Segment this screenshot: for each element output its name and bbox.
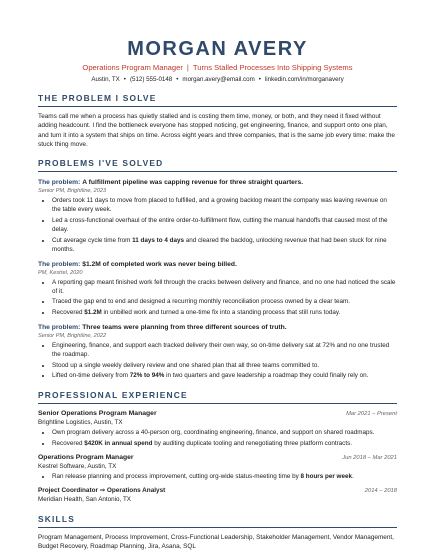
bullet-text: Stood up a single weekly delivery review and one shared plan that all three teams committed to. [52,361,320,369]
job-bullets [38,472,397,481]
section-title-experience: PROFESSIONAL EXPERIENCE [38,390,397,404]
headline: Turns Stalled Processes Into Shipping Systems [192,63,353,72]
job-dates: 2014 – 2018 [364,488,397,495]
problem-statement: $1.2M of completed work was never being billed. [82,260,237,268]
contact-line [38,75,397,84]
bullet-highlight: 11 days to 4 days [132,236,184,244]
problem-block [38,178,397,254]
job-header [38,409,397,419]
contact-separator: • [258,76,261,83]
bullet-item [52,236,397,254]
job-title: Operations Program Manager [82,63,183,72]
bullet-item [52,216,397,234]
candidate-name: MORGAN AVERY [127,38,308,60]
problem-label: The problem: [38,260,81,268]
problems-list [38,178,397,380]
bullet-text-end: in two quarters and gave leadership a roadmap they could finally rely on. [164,372,369,380]
problem-block [38,260,397,317]
bullet-text-end: . [351,473,354,481]
section-title-problem-i-solve: THE PROBLEM I SOLVE [38,93,397,107]
bullet-text: A reporting gap meant finished work fell through the cracks between delivery and finance, and no one had noticed the scale of it. [52,278,396,295]
bullet-text: Lifted on-time delivery from [52,372,130,380]
problem-block [38,323,397,380]
bullet-text: Recovered [52,309,85,317]
contact-separator: • [176,76,179,83]
problem-context: Senior PM, Brightline, 2023 [38,188,107,195]
bullet-item [52,371,397,380]
bullet-text: Traced the gap end to end and designed a recurring monthly reconciliation process owned by a clear team. [52,298,350,306]
bullet-item [52,196,397,214]
skills-list: Program Management, Process Improvement, Cross-Functional Leadership, Stakeholder Management, Vendor Management, Budget Recovery, Roadmap Planning, Jira, Asana, SQL [38,533,394,551]
bullet-item [52,308,397,317]
bullet-text-end: in unbilled work and turned a one-time fix into a standing process that still runs today. [101,309,341,317]
bullet-item [52,439,397,448]
bullet-text: Orders took 11 days to move from placed to fulfilled, and a growing backlog meant the company was leaving revenue on the table every week. [52,197,387,214]
problem-context: Senior PM, Brightline, 2022 [38,333,107,340]
job-header [38,486,397,496]
contact-separator: • [123,76,126,83]
bullet-highlight: $420K in annual spend [84,439,153,447]
bullet-item [52,278,397,296]
bullet-text: Recovered [52,439,85,447]
job-dates: Mar 2021 – Present [346,410,397,417]
job-company: Kestrel Software, Austin, TX [38,462,117,470]
job-entry [38,409,397,448]
job-entry [38,453,397,482]
tagline [38,63,397,73]
experience-list [38,409,397,505]
job-bullets [38,428,397,448]
bullet-item [52,297,397,306]
summary-paragraph: Teams call me when a process has quietly stalled and is costing them time, money, or both, and they need it fixed without adding headcount. I find the bottleneck everyone has stopped noticing, get engineering, finance, and support onto one plan, and turn it into a system that ships on time. Across eight years and three companies, that is the same job every time: make the stuck thing move. [38,113,395,148]
problem-label: The problem: [38,179,81,187]
bullet-text: Cut average cycle time from [52,236,133,244]
job-company: Brightline Logistics, Austin, TX [38,418,123,426]
job-company: Meridian Health, San Antonio, TX [38,496,131,504]
job-header [38,453,397,463]
problem-label: The problem: [38,324,81,332]
bullet-text: Engineering, finance, and support each tracked delivery their own way, so on-time delivery sat at 72% and no one trusted the roadmap. [52,342,390,359]
bullet-highlight: 8 hours per week [300,473,352,481]
bullet-item [52,472,397,481]
problem-bullets [38,278,397,317]
job-title: Senior Operations Program Manager [38,409,157,417]
problem-bullets [38,196,397,254]
bullet-text-end: by auditing duplicate tooling and renegotiating three platform contracts. [152,439,352,447]
job-dates: Jun 2018 – Mar 2021 [342,454,397,461]
bullet-text: Ran release planning and process improvement, cutting org-wide status-meeting time by [52,473,301,481]
bullet-item [52,361,397,370]
section-title-skills: SKILLS [38,514,397,528]
problem-statement: Three teams were planning from three different sources of truth. [82,324,287,332]
bullet-highlight: $1.2M [84,309,102,317]
section-title-problems-solved: PROBLEMS I'VE SOLVED [38,158,397,172]
job-title: Operations Program Manager [38,453,134,461]
contact-email[interactable]: morgan.avery@email.com [182,76,255,83]
job-entry [38,486,397,505]
problem-heading [38,260,397,269]
problem-heading [38,323,397,332]
problem-context: PM, Kestrel, 2020 [38,269,83,276]
bullet-text-end: and cleared the backlog, unlocking revenue that had been stuck for nine months. [52,236,387,253]
contact-location: Austin, TX [91,76,120,83]
contact-phone[interactable]: (512) 555-0148 [129,76,173,83]
problem-bullets [38,341,397,380]
bullet-item [52,428,397,437]
bullet-item [52,341,397,359]
contact-linkedin[interactable]: linkedin.com/in/morganavery [264,76,344,83]
bullet-text: Own program delivery across a 40-person org, coordinating engineering, finance, and support on shared roadmaps. [52,429,375,436]
bullet-text: Led a cross-functional overhaul of the entire order-to-fulfillment flow, cutting the manual handoffs that caused most of the delay. [52,216,388,233]
problem-heading [38,178,397,187]
job-title: Project Coordinator ⇒ Operations Analyst [38,487,166,495]
tagline-separator: | [186,63,189,72]
bullet-highlight: 72% to 94% [129,372,165,380]
problem-statement: A fulfillment pipeline was capping revenue for three straight quarters. [82,179,304,187]
